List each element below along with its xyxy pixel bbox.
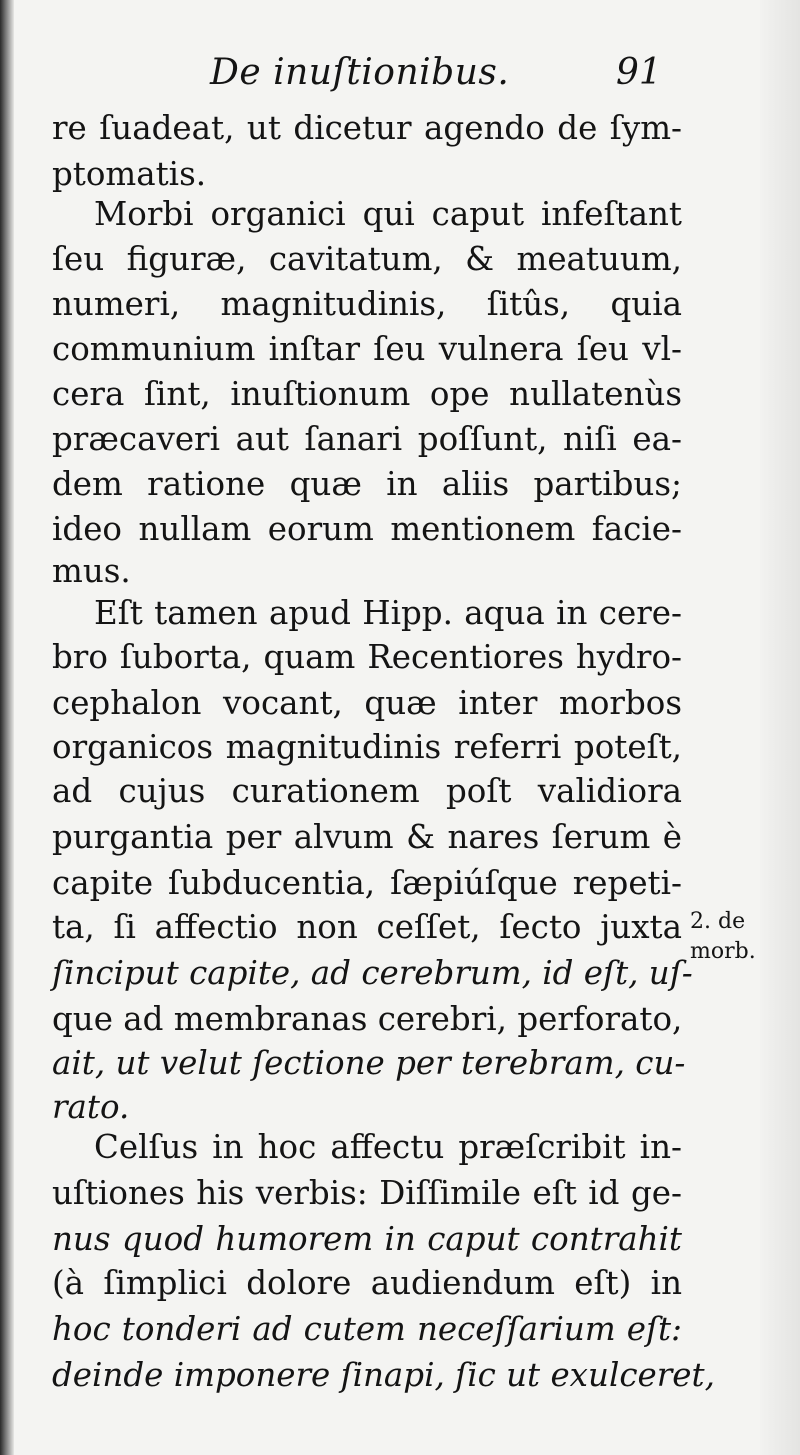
text-line: ſeu figuræ, cavitatum, & meatuum, [52,240,682,278]
text-line: rato. [52,1088,130,1126]
text-line: præcaveri aut ſanari poſſunt, niſi ea- [52,420,682,458]
running-head [0,52,800,102]
text-line: (à ſimplici dolore audiendum eſt) in [52,1264,682,1302]
margin-note: 2. de [690,909,746,934]
text-line: Morbi organici qui caput infeſtant [94,195,682,233]
text-line: ad cujus curationem poſt validiora [52,772,682,810]
text-line: deinde imponere ſinapi, ſic ut exulceret, [52,1356,715,1394]
text-line: ideo nullam eorum mentionem facie- [52,510,682,548]
margin-note: morb. [690,939,756,964]
text-line: numeri, magnitudinis, ſitûs, quia [52,285,682,323]
text-line: hoc tonderi ad cutem neceſſarium eſt: [52,1310,682,1348]
text-line: ait, ut velut ſectione per terebram, cu- [52,1044,686,1082]
text-line: organicos magnitudinis referri poteſt, [52,728,682,766]
text-line: communium inſtar ſeu vulnera ſeu vl- [52,330,682,368]
text-line: Celſus in hoc affectu præſcribit in- [94,1128,682,1166]
text-line: uſtiones his verbis: Diſſimile eſt id ge- [52,1174,682,1212]
text-line: ptomatis. [52,155,207,193]
text-line: capite ſubducentia, ſæpiúſque repeti- [52,864,682,902]
text-line: que ad membranas cerebri, perforato, [52,1000,683,1038]
text-line: dem ratione quæ in aliis partibus; [52,465,682,503]
text-line: cera ſint, inuſtionum ope nullatenùs [52,375,682,413]
text-line: ſinciput capite, ad cerebrum, id eſt, uſ- [52,954,693,992]
text-line: nus quod humorem in caput contrahit [52,1220,682,1258]
text-line: bro ſuborta, quam Recentiores hydro- [52,638,682,676]
text-line: ta, ſi affectio non ceſſet, ſecto juxta [52,908,682,946]
text-line: re ſuadeat, ut dicetur agendo de ſym- [52,109,682,147]
text-line: Eſt tamen apud Hipp. aqua in cere- [94,594,682,632]
running-head-title: De inuſtionibus. [210,52,510,93]
scan-edge-margin [760,0,800,1455]
page-number: 91 [616,52,662,93]
text-line: mus. [52,552,131,590]
scan-edge-shadow [0,0,14,1455]
text-line: cephalon vocant, quæ inter morbos [52,684,682,722]
text-line: purgantia per alvum & nares ſerum è [52,818,682,856]
